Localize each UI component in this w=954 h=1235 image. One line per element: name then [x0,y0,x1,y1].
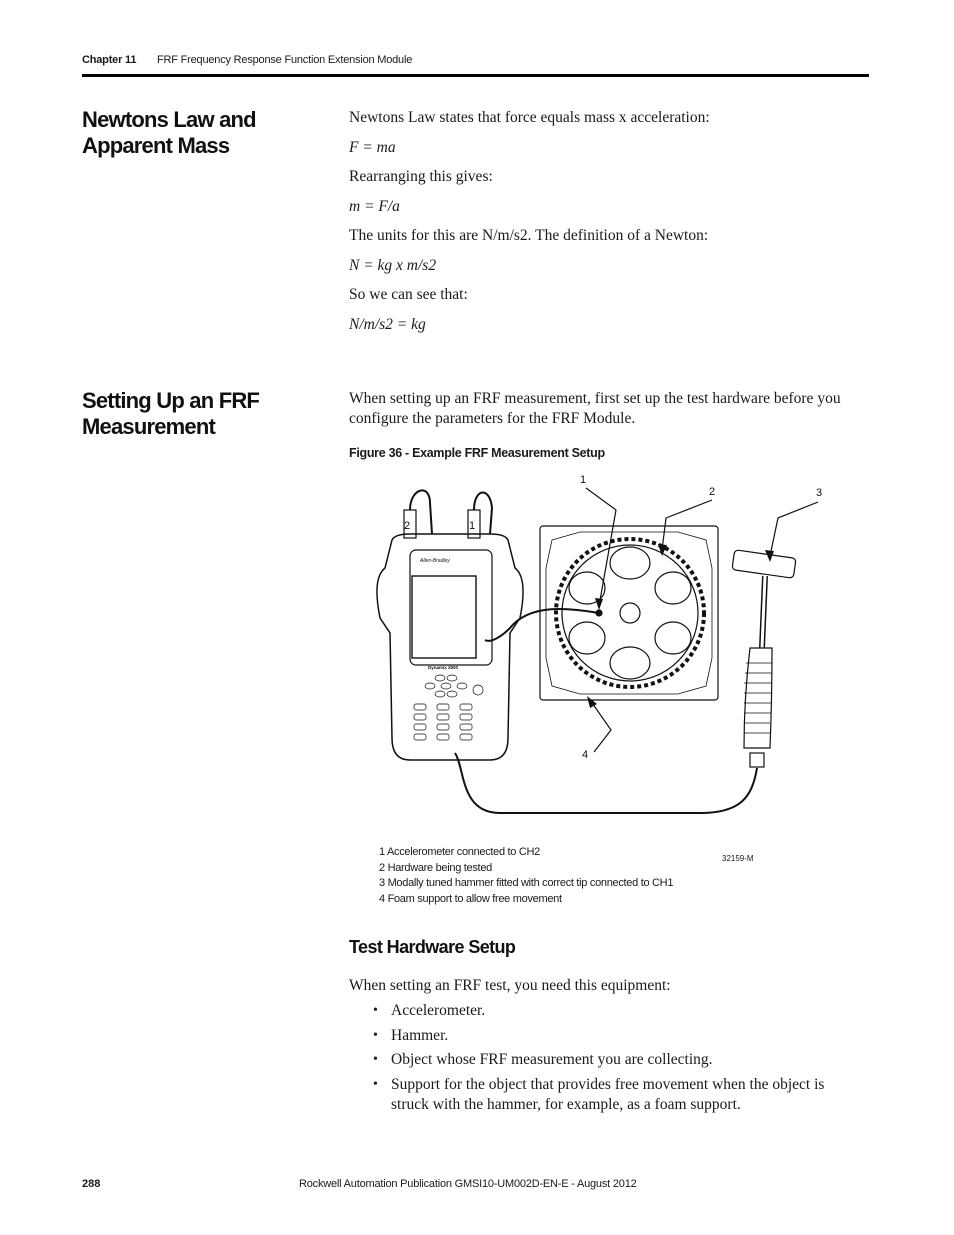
figure-legend [379,845,673,907]
legend-item: 3 Modally tuned hammer fitted with correct tip connected to CH1 [379,877,674,889]
foam-support [540,526,718,700]
chapter-title: FRF Frequency Response Function Extension Module [157,54,413,66]
analyzer-device [377,490,523,760]
equation: m = F/a [349,197,400,215]
equipment-list [371,1001,851,1119]
list-item: • Object whose FRF measurement you are collecting. [371,1050,851,1070]
hammer [732,550,796,767]
svg-text:Dynamix 2500: Dynamix 2500 [428,665,459,670]
callout-4: 4 [582,749,589,761]
accelerometer-cable [485,609,599,641]
gear-hardware [556,539,704,687]
list-item: • Hammer. [371,1026,851,1046]
callout-3: 3 [816,487,823,499]
figure-id-label: 32159-M [722,854,754,863]
figure-caption: Figure 36 - Example FRF Measurement Setup [349,446,605,460]
callout-2: 2 [709,486,716,498]
legend-item: 4 Foam support to allow free movement [379,892,562,905]
frf-setup-figure [340,468,860,848]
paragraph: So we can see that: [349,286,468,303]
section-heading-newtons-law: Newtons Law and Apparent Mass [82,107,256,158]
section1-body [349,108,869,344]
leader-2 [662,500,712,550]
publication-info: Rockwell Automation Publication GMSI10-UM002D-EN-E - August 2012 [299,1178,637,1190]
legend-item: 2 Hardware being tested [379,861,492,874]
leader-4 [590,700,611,752]
hammer-cable [455,753,757,813]
paragraph: Rearranging this gives: [349,168,493,185]
equation: N/m/s2 = kg [349,315,426,333]
leader-3 [770,502,818,556]
section3-intro: When setting an FRF test, you need this equipment: [349,977,671,994]
header-rule [82,74,869,77]
svg-text:2: 2 [404,520,411,532]
svg-text:1: 1 [469,520,476,532]
list-item: • Accelerometer. [371,1001,851,1021]
paragraph: Newtons Law states that force equals mass x acceleration: [349,109,710,126]
page-number: 288 [82,1178,101,1190]
svg-text:Allen-Bradley: Allen-Bradley [420,558,450,564]
subheading-test-hardware: Test Hardware Setup [349,937,516,957]
chapter-label: Chapter 11 [82,54,137,66]
section-heading-frf-setup: Setting Up an FRF Measurement [82,388,260,439]
paragraph: The units for this are N/m/s2. The definition of a Newton: [349,227,709,244]
callout-1: 1 [580,474,587,486]
equation: F = ma [349,138,396,156]
section2-intro: When setting up an FRF measurement, first set up the test hardware before you configure the parameters for the FRF Module. [349,390,841,427]
legend-item: 1 Accelerometer connected to CH2 [379,846,540,858]
list-item: • Support for the object that provides free movement when the object is struck with the hammer, for example, as a foam support. [371,1075,851,1115]
equation: N = kg x m/s2 [349,256,437,274]
